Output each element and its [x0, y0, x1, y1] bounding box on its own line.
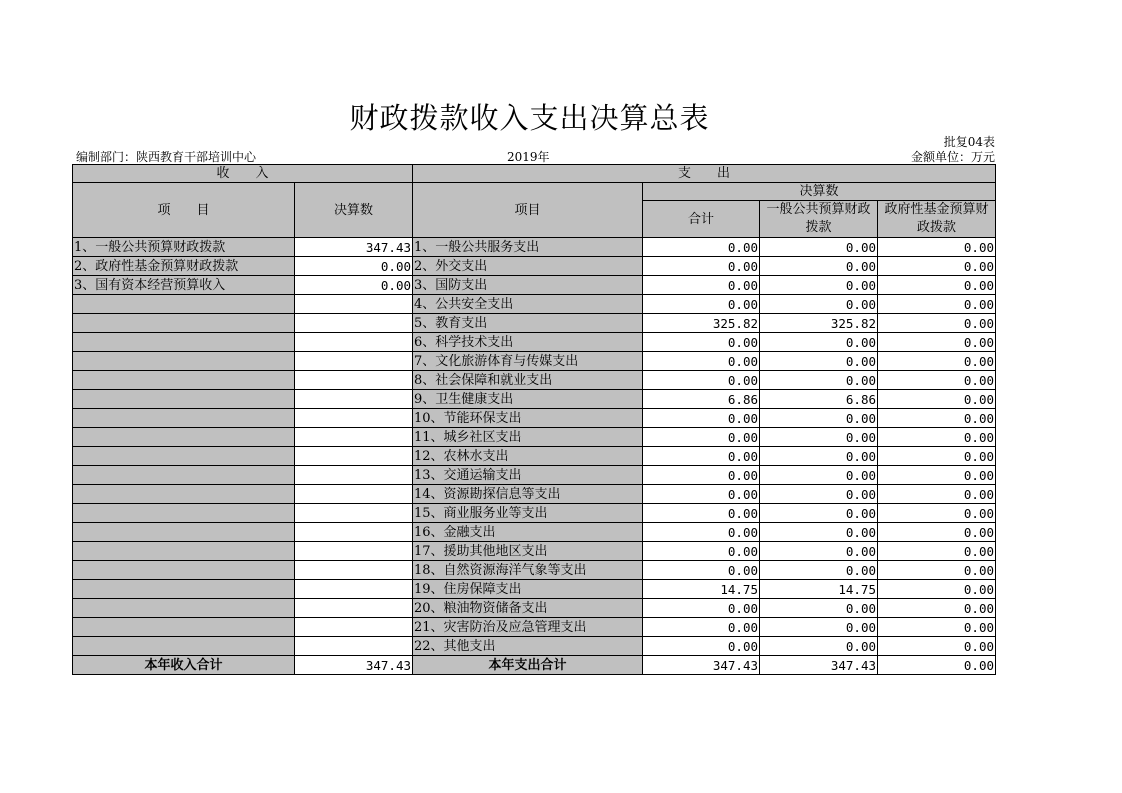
expense-total-cell: 0.00: [643, 599, 760, 618]
income-amount-cell: [295, 352, 413, 371]
expense-item-cell: 6、科学技术支出: [413, 333, 643, 352]
expense-item-cell: 4、公共安全支出: [413, 295, 643, 314]
expense-general-cell: 0.00: [760, 276, 878, 295]
expense-general-cell: 0.00: [760, 466, 878, 485]
table-row: [73, 295, 996, 314]
income-amount-cell: [295, 637, 413, 656]
income-item-cell: [73, 561, 295, 580]
expense-total-cell: 0.00: [643, 466, 760, 485]
table-body: [73, 238, 996, 656]
income-item-cell: [73, 295, 295, 314]
expense-total-label: 本年支出合计: [413, 656, 643, 675]
expense-item-cell: 13、交通运输支出: [413, 466, 643, 485]
expense-general-cell: 0.00: [760, 352, 878, 371]
expense-total-general: 347.43: [760, 656, 878, 675]
expense-general-cell: 0.00: [760, 542, 878, 561]
table-row: [73, 276, 996, 295]
expense-general-cell: 0.00: [760, 371, 878, 390]
expense-total-cell: 0.00: [643, 371, 760, 390]
table-row: [73, 599, 996, 618]
income-item-cell: [73, 599, 295, 618]
expense-fund-cell: 0.00: [878, 504, 996, 523]
table-row: [73, 580, 996, 599]
expense-fund-cell: 0.00: [878, 637, 996, 656]
expense-fund-cell: 0.00: [878, 314, 996, 333]
table-row: [73, 257, 996, 276]
report-year: 2019年: [507, 150, 550, 164]
table-row: [73, 333, 996, 352]
income-total-label: 本年收入合计: [73, 656, 295, 675]
expense-fund-cell: 0.00: [878, 352, 996, 371]
expense-item-cell: 11、城乡社区支出: [413, 428, 643, 447]
total-header: 合计: [643, 201, 760, 238]
expense-total-cell: 0.00: [643, 333, 760, 352]
table-row: [73, 637, 996, 656]
expense-total-cell: 0.00: [643, 618, 760, 637]
expense-total-cell: 0.00: [643, 637, 760, 656]
expense-fund-cell: 0.00: [878, 599, 996, 618]
expense-general-cell: 0.00: [760, 637, 878, 656]
income-item-cell: [73, 466, 295, 485]
expense-fund-cell: 0.00: [878, 238, 996, 257]
income-item-cell: [73, 637, 295, 656]
expense-item-cell: 2、外交支出: [413, 257, 643, 276]
expense-total-cell: 0.00: [643, 523, 760, 542]
income-amount-cell: [295, 618, 413, 637]
expense-total-cell: 0.00: [643, 295, 760, 314]
final-accounts-table: [72, 164, 996, 675]
expense-fund-cell: 0.00: [878, 447, 996, 466]
expense-fund-cell: 0.00: [878, 428, 996, 447]
income-amount-cell: [295, 409, 413, 428]
income-amount-cell: [295, 428, 413, 447]
income-item-cell: [73, 371, 295, 390]
expense-item-cell: 9、卫生健康支出: [413, 390, 643, 409]
expense-general-cell: 0.00: [760, 428, 878, 447]
income-item-cell: 1、一般公共预算财政拨款: [73, 238, 295, 257]
expense-item-cell: 8、社会保障和就业支出: [413, 371, 643, 390]
expense-fund-cell: 0.00: [878, 257, 996, 276]
table-row: [73, 504, 996, 523]
expense-general-cell: 0.00: [760, 561, 878, 580]
expense-general-cell: 0.00: [760, 523, 878, 542]
expense-total-cell: 0.00: [643, 447, 760, 466]
income-amount-cell: 0.00: [295, 257, 413, 276]
expense-fund-cell: 0.00: [878, 276, 996, 295]
income-item-cell: [73, 390, 295, 409]
expense-item-cell: 5、教育支出: [413, 314, 643, 333]
income-amount-cell: 0.00: [295, 276, 413, 295]
table-row: [73, 618, 996, 637]
income-amount-cell: [295, 542, 413, 561]
income-amount-cell: [295, 580, 413, 599]
expense-total-cell: 14.75: [643, 580, 760, 599]
expense-general-cell: 0.00: [760, 485, 878, 504]
income-item-cell: [73, 333, 295, 352]
expense-fund-cell: 0.00: [878, 409, 996, 428]
expense-general-cell: 6.86: [760, 390, 878, 409]
expense-fund-cell: 0.00: [878, 561, 996, 580]
income-item-cell: [73, 504, 295, 523]
expense-item-cell: 10、节能环保支出: [413, 409, 643, 428]
income-item-cell: [73, 485, 295, 504]
income-item-cell: [73, 618, 295, 637]
expense-item-cell: 22、其他支出: [413, 637, 643, 656]
expense-total-cell: 0.00: [643, 428, 760, 447]
expense-total-cell: 0.00: [643, 504, 760, 523]
expense-fund-cell: 0.00: [878, 466, 996, 485]
expense-item-header: 项目: [413, 183, 643, 238]
expense-total-sum: 347.43: [643, 656, 760, 675]
fund-budget-header: 政府性基金预算财政拨款: [878, 201, 996, 238]
expense-total-cell: 0.00: [643, 542, 760, 561]
income-amount-cell: [295, 485, 413, 504]
income-item-cell: [73, 580, 295, 599]
income-header: 收 入: [73, 165, 413, 183]
income-amount-header: 决算数: [295, 183, 413, 238]
expense-total-cell: 0.00: [643, 276, 760, 295]
expense-total-cell: 0.00: [643, 485, 760, 504]
income-item-cell: [73, 352, 295, 371]
expense-total-cell: 0.00: [643, 352, 760, 371]
table-row: [73, 428, 996, 447]
income-item-cell: [73, 314, 295, 333]
income-amount-cell: [295, 599, 413, 618]
table-row: [73, 466, 996, 485]
table-row: [73, 447, 996, 466]
amount-unit: 金额单位：万元: [910, 150, 995, 164]
income-amount-cell: [295, 561, 413, 580]
general-budget-header: 一般公共预算财政拨款: [760, 201, 878, 238]
expense-header: 支 出: [413, 165, 996, 183]
income-amount-cell: [295, 466, 413, 485]
expense-fund-cell: 0.00: [878, 542, 996, 561]
income-item-cell: [73, 447, 295, 466]
totals-row: [73, 656, 996, 675]
income-total-amount: 347.43: [295, 656, 413, 675]
expense-general-cell: 0.00: [760, 409, 878, 428]
table-row: [73, 390, 996, 409]
expense-general-cell: 0.00: [760, 295, 878, 314]
expense-item-cell: 15、商业服务业等支出: [413, 504, 643, 523]
expense-total-cell: 0.00: [643, 561, 760, 580]
table-row: [73, 371, 996, 390]
expense-fund-cell: 0.00: [878, 295, 996, 314]
income-amount-cell: [295, 295, 413, 314]
expense-item-cell: 1、一般公共服务支出: [413, 238, 643, 257]
table-row: [73, 238, 996, 257]
expense-item-cell: 20、粮油物资储备支出: [413, 599, 643, 618]
final-amount-group-header: 决算数: [643, 183, 996, 201]
expense-item-cell: 3、国防支出: [413, 276, 643, 295]
expense-fund-cell: 0.00: [878, 523, 996, 542]
expense-general-cell: 325.82: [760, 314, 878, 333]
table-row: [73, 523, 996, 542]
expense-total-cell: 0.00: [643, 409, 760, 428]
income-amount-cell: 347.43: [295, 238, 413, 257]
expense-general-cell: 0.00: [760, 618, 878, 637]
income-item-cell: [73, 428, 295, 447]
income-amount-cell: [295, 314, 413, 333]
expense-general-cell: 0.00: [760, 447, 878, 466]
expense-total-fund: 0.00: [878, 656, 996, 675]
expense-general-cell: 0.00: [760, 257, 878, 276]
compiling-department: 编制部门：陕西教育干部培训中心: [76, 150, 257, 164]
table-row: [73, 561, 996, 580]
expense-fund-cell: 0.00: [878, 580, 996, 599]
expense-fund-cell: 0.00: [878, 333, 996, 352]
table-row: [73, 409, 996, 428]
income-item-cell: [73, 542, 295, 561]
expense-item-cell: 12、农林水支出: [413, 447, 643, 466]
expense-fund-cell: 0.00: [878, 390, 996, 409]
expense-total-cell: 0.00: [643, 238, 760, 257]
income-item-cell: 3、国有资本经营预算收入: [73, 276, 295, 295]
table-row: [73, 485, 996, 504]
income-item-cell: [73, 409, 295, 428]
income-amount-cell: [295, 523, 413, 542]
expense-item-cell: 18、自然资源海洋气象等支出: [413, 561, 643, 580]
table-row: [73, 314, 996, 333]
expense-item-cell: 16、金融支出: [413, 523, 643, 542]
income-amount-cell: [295, 333, 413, 352]
expense-general-cell: 14.75: [760, 580, 878, 599]
income-item-cell: 2、政府性基金预算财政拨款: [73, 257, 295, 276]
expense-total-cell: 0.00: [643, 257, 760, 276]
expense-general-cell: 0.00: [760, 238, 878, 257]
expense-total-cell: 6.86: [643, 390, 760, 409]
expense-general-cell: 0.00: [760, 599, 878, 618]
expense-item-cell: 17、援助其他地区支出: [413, 542, 643, 561]
expense-item-cell: 21、灾害防治及应急管理支出: [413, 618, 643, 637]
income-amount-cell: [295, 371, 413, 390]
income-amount-cell: [295, 390, 413, 409]
expense-total-cell: 325.82: [643, 314, 760, 333]
income-amount-cell: [295, 447, 413, 466]
expense-fund-cell: 0.00: [878, 371, 996, 390]
page-title: 财政拨款收入支出决算总表: [349, 101, 710, 135]
expense-item-cell: 14、资源勘探信息等支出: [413, 485, 643, 504]
table-row: [73, 542, 996, 561]
form-number: 批复04表: [943, 135, 995, 149]
income-amount-cell: [295, 504, 413, 523]
expense-general-cell: 0.00: [760, 333, 878, 352]
income-item-header: 项 目: [73, 183, 295, 238]
income-item-cell: [73, 523, 295, 542]
expense-item-cell: 19、住房保障支出: [413, 580, 643, 599]
expense-fund-cell: 0.00: [878, 618, 996, 637]
table-row: [73, 352, 996, 371]
expense-general-cell: 0.00: [760, 504, 878, 523]
expense-item-cell: 7、文化旅游体育与传媒支出: [413, 352, 643, 371]
expense-fund-cell: 0.00: [878, 485, 996, 504]
